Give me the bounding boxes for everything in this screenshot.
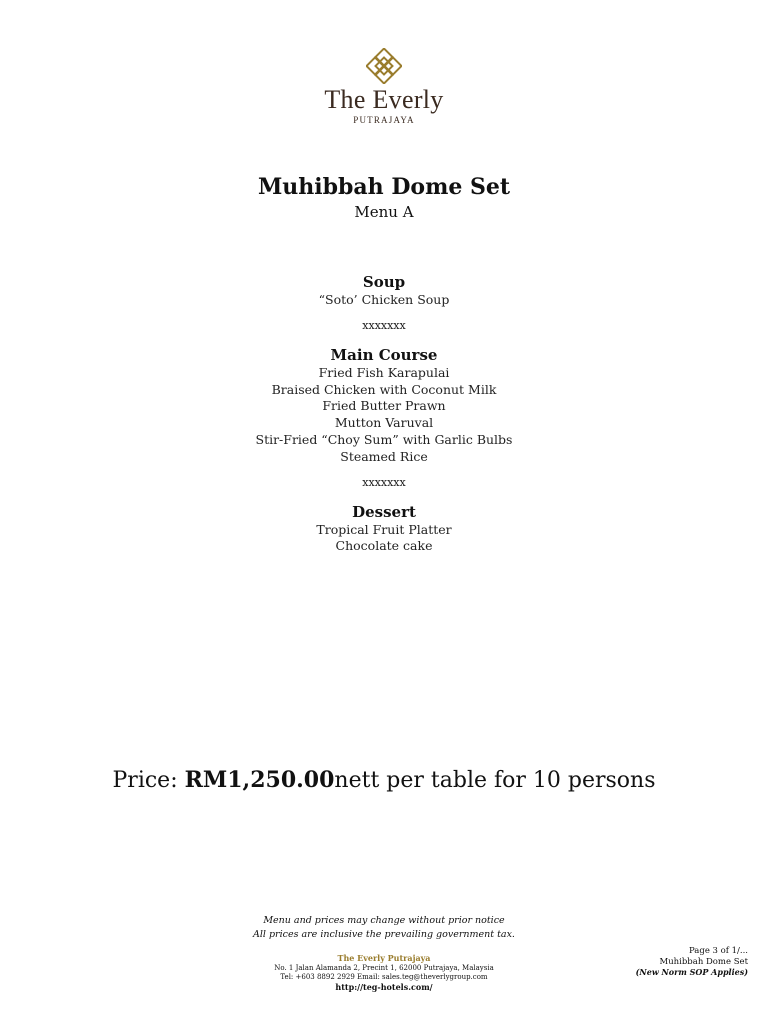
page-info (636, 946, 748, 978)
dish-item: Mutton Varuval (334, 415, 434, 431)
price-line (0, 764, 768, 797)
menu-label: Menu A (354, 203, 414, 221)
footer-notice (0, 914, 768, 942)
dish-item: Braised Chicken with Coconut Milk (271, 381, 497, 397)
course-soup (0, 272, 768, 309)
hotel-logo (0, 48, 768, 126)
price-amount: RM1,250.00 (184, 767, 335, 793)
dish-item: Tropical Fruit Platter (316, 521, 452, 537)
footer-contact: Tel: +603 8892 2929 Email: sales.teg@theverlygroup.com (280, 973, 488, 981)
dish-item: Fried Fish Karapulai (318, 364, 450, 380)
footer-website-link[interactable]: http://teg-hotels.com/ (335, 981, 433, 992)
footer-hotel-name: The Everly Putrajaya (337, 953, 431, 963)
set-title: Muhibbah Dome Set (257, 174, 511, 200)
course-heading: Soup (362, 273, 406, 291)
dish-item: Stir-Fried “Choy Sum” with Garlic Bulbs (255, 431, 513, 447)
menu-header (0, 172, 768, 222)
dish-item: “Soto’ Chicken Soup (318, 292, 450, 307)
course-heading: Dessert (352, 502, 416, 521)
notice-tax: All prices are inclusive the prevailing government tax. (253, 929, 515, 940)
course-dessert (0, 502, 768, 556)
dish-item: Fried Butter Prawn (322, 398, 446, 414)
brand-location: PUTRAJAYA (353, 115, 415, 125)
dish-item: Chocolate cake (335, 538, 433, 554)
price-suffix: nett per table for 10 persons (334, 768, 656, 793)
sop-note: (New Norm SOP Applies) (635, 967, 748, 977)
brand-name: The Everly (324, 85, 444, 114)
notice-change: Menu and prices may change without prior notice (263, 915, 505, 926)
course-separator: xxxxxxx (362, 475, 406, 489)
endless-knot-icon (366, 48, 402, 84)
course-heading: Main Course (330, 345, 438, 364)
price-label: Price: (112, 768, 178, 793)
page-number: Page 3 of 1/... (688, 946, 748, 956)
dish-item: Steamed Rice (340, 448, 428, 464)
page-set-name: Muhibbah Dome Set (659, 956, 748, 967)
course-separator: xxxxxxx (362, 318, 406, 332)
menu-courses (0, 272, 768, 555)
course-main (0, 345, 768, 466)
footer-street-address: No. 1 Jalan Alamanda 2, Precint 1, 62000 Putrajaya, Malaysia (274, 963, 494, 972)
